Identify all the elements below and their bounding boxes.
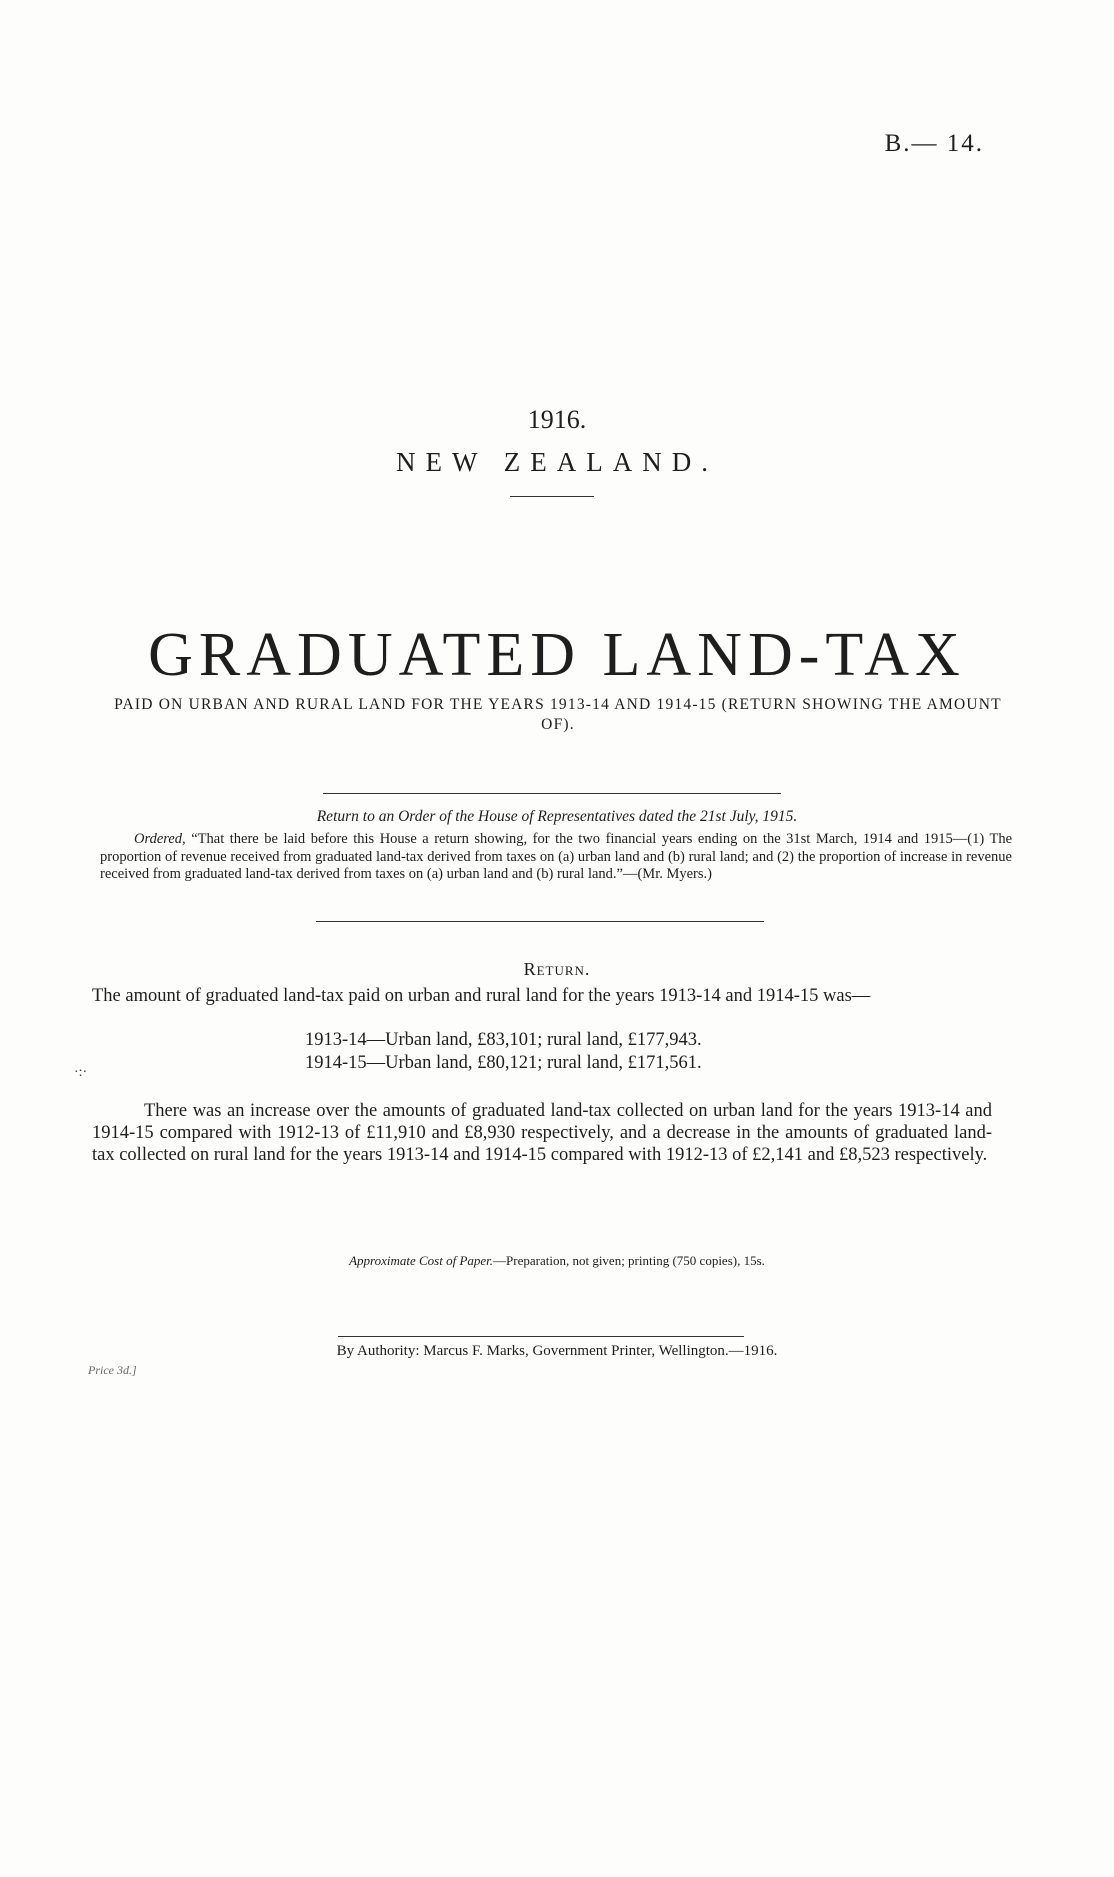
return-paragraph: There was an increase over the amounts of graduated land-tax collected on urban land for the years 1913-14 and 1914-15 compared with 1912-13 of £11,910 and £8,930 respectively, and a decrease in the amounts of graduated land-tax collected on rural land for the years 1913-14 and 1914-15 compared with 1912-13 of £2,141 and £8,523 respectively. (92, 1101, 992, 1165)
ordered-label: Ordered, (134, 831, 186, 847)
cost-note (0, 1253, 1114, 1269)
cost-text: —Preparation, not given; printing (750 copies), 15s. (493, 1253, 765, 1268)
document-reference: B.— 14. (884, 130, 984, 157)
page-title: GRADUATED LAND-TAX (148, 621, 966, 689)
return-line-1914-15: 1914-15—Urban land, £80,121; rural land, £171,561. (305, 1053, 702, 1073)
order-body-text: “That there be laid before this House a return showing, for the two financial years ending on the 31st March, 1914 and 1915—(1) The proportion of revenue received from graduated land-tax derived from taxes on (a) urban land and (b) rural land; and (2) the proportion of increase in revenue received from graduated land-tax derived from taxes on (a) urban land and (b) rural land.”—(Mr. Myers.) (100, 831, 1013, 882)
country-heading: NEW ZEALAND. (396, 447, 718, 477)
order-text (100, 831, 1012, 884)
page-subtitle: PAID ON URBAN AND RURAL LAND FOR THE YEARS 1913-14 AND 1914-15 (RETURN SHOWING THE AMOUNT OF). (114, 696, 1002, 733)
scan-specks: ·:· (74, 1065, 88, 1080)
order-title: Return to an Order of the House of Representatives dated the 21st July, 1915. (316, 808, 798, 825)
printer-authority: By Authority: Marcus F. Marks, Government Printer, Wellington.—1916. (336, 1343, 778, 1359)
divider (316, 921, 764, 922)
price-note: Price 3d.] (88, 1363, 137, 1377)
divider (510, 496, 594, 497)
divider (338, 1336, 744, 1337)
return-heading: Return. (523, 959, 591, 979)
divider (323, 793, 781, 794)
cost-label: Approximate Cost of Paper. (349, 1253, 494, 1268)
return-intro: The amount of graduated land-tax paid on urban and rural land for the years 1913-14 and 1914-15 was— (92, 986, 871, 1006)
document-year: 1916. (527, 405, 587, 434)
return-line-1913-14: 1913-14—Urban land, £83,101; rural land, £177,943. (305, 1030, 702, 1050)
